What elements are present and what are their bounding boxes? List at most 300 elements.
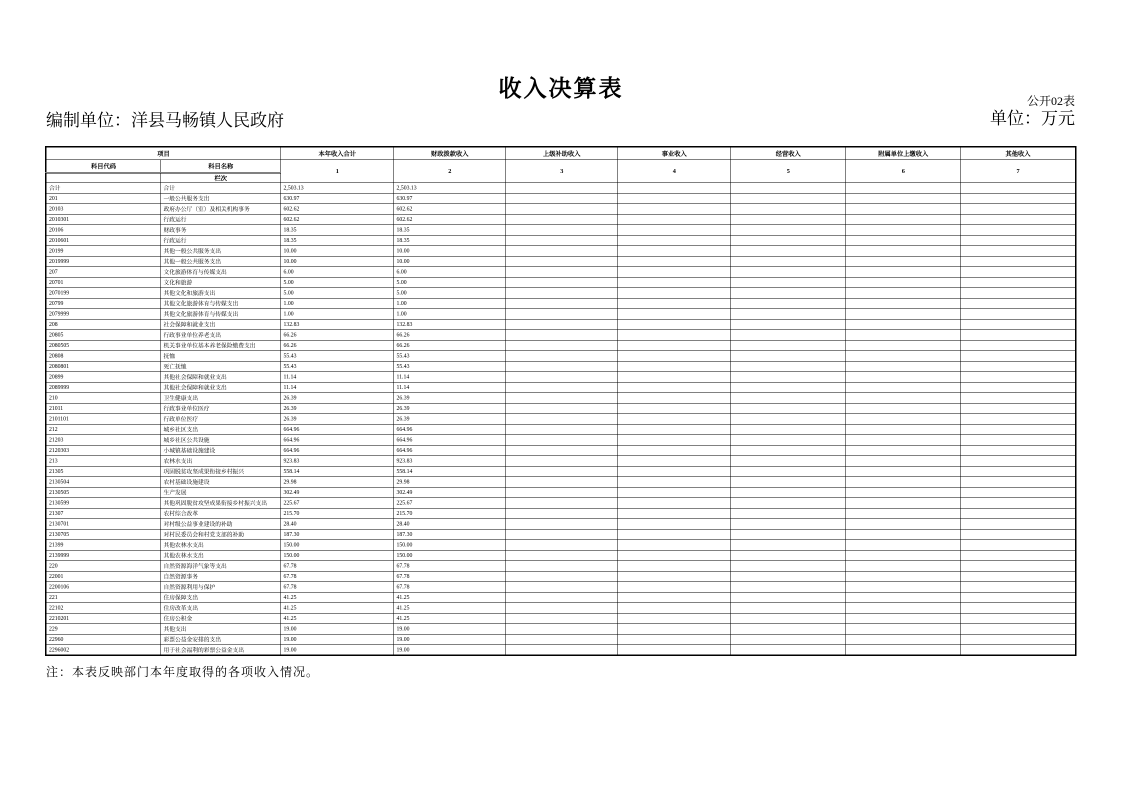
cell-total-income: 41.25 [281, 592, 394, 603]
cell-operating-income [731, 445, 846, 456]
cell-fiscal-appropriation: 664.96 [394, 435, 506, 446]
cell-subject-name: 其他支出 [161, 624, 281, 635]
cell-total-income: 5.00 [281, 277, 394, 288]
cell-superior-subsidy [506, 246, 618, 257]
cell-affiliated-upturn [846, 330, 961, 341]
cell-fiscal-appropriation: 5.00 [394, 288, 506, 299]
cell-total-income: 66.26 [281, 330, 394, 341]
cell-fiscal-appropriation: 67.78 [394, 582, 506, 593]
cell-total-income: 11.14 [281, 372, 394, 383]
table-row [46, 214, 1076, 225]
cell-superior-subsidy [506, 487, 618, 498]
cell-operating-income [731, 613, 846, 624]
cell-subject-code: 2130701 [46, 519, 161, 530]
cell-subject-code: 201 [46, 193, 161, 204]
table-row [46, 193, 1076, 204]
cell-affiliated-upturn [846, 298, 961, 309]
cell-subject-code: 221 [46, 592, 161, 603]
cell-superior-subsidy [506, 435, 618, 446]
cell-superior-subsidy [506, 183, 618, 194]
cell-superior-subsidy [506, 298, 618, 309]
cell-subject-code: 20701 [46, 277, 161, 288]
cell-fiscal-appropriation: 41.25 [394, 592, 506, 603]
cell-total-income: 150.00 [281, 540, 394, 551]
cell-superior-subsidy [506, 645, 618, 656]
cell-subject-name: 机关事业单位基本养老保险缴费支出 [161, 340, 281, 351]
cell-business-income [618, 309, 731, 320]
cell-subject-code: 2200106 [46, 582, 161, 593]
cell-total-income: 26.39 [281, 414, 394, 425]
cell-operating-income [731, 319, 846, 330]
cell-total-income: 150.00 [281, 550, 394, 561]
cell-subject-name: 社会保障和就业支出 [161, 319, 281, 330]
cell-superior-subsidy [506, 351, 618, 362]
cell-superior-subsidy [506, 204, 618, 215]
cell-business-income [618, 456, 731, 467]
cell-affiliated-upturn [846, 508, 961, 519]
table-row [46, 372, 1076, 383]
table-row [46, 529, 1076, 540]
cell-subject-name: 巩固脱贫攻坚成果衔接乡村振兴 [161, 466, 281, 477]
cell-subject-code: 20103 [46, 204, 161, 215]
cell-superior-subsidy [506, 393, 618, 404]
table-row [46, 277, 1076, 288]
cell-superior-subsidy [506, 540, 618, 551]
table-body [46, 183, 1076, 656]
cell-total-income: 26.39 [281, 403, 394, 414]
cell-fiscal-appropriation: 602.62 [394, 204, 506, 215]
cell-subject-code: 2010601 [46, 235, 161, 246]
cell-business-income [618, 540, 731, 551]
cell-subject-name: 用于社会福利的彩票公益金支出 [161, 645, 281, 656]
cell-business-income [618, 498, 731, 509]
cell-business-income [618, 613, 731, 624]
cell-subject-name: 城乡社区公共设施 [161, 435, 281, 446]
cell-subject-name: 自然资源事务 [161, 571, 281, 582]
cell-business-income [618, 424, 731, 435]
cell-other-income [961, 561, 1076, 572]
table-row [46, 508, 1076, 519]
table-row [46, 330, 1076, 341]
cell-business-income [618, 466, 731, 477]
table-row [46, 624, 1076, 635]
cell-affiliated-upturn [846, 571, 961, 582]
cell-affiliated-upturn [846, 382, 961, 393]
cell-fiscal-appropriation: 302.49 [394, 487, 506, 498]
cell-other-income [961, 508, 1076, 519]
cell-subject-code: 2130505 [46, 487, 161, 498]
cell-fiscal-appropriation: 19.00 [394, 624, 506, 635]
cell-operating-income [731, 592, 846, 603]
cell-subject-name: 抚恤 [161, 351, 281, 362]
cell-other-income [961, 361, 1076, 372]
table-row [46, 540, 1076, 551]
cell-subject-name: 住房改革支出 [161, 603, 281, 614]
cell-subject-code: 220 [46, 561, 161, 572]
cell-subject-code: 20805 [46, 330, 161, 341]
cell-subject-code: 20808 [46, 351, 161, 362]
col-header-subject-name: 科目名称 [161, 160, 281, 173]
cell-affiliated-upturn [846, 487, 961, 498]
cell-subject-code: 20899 [46, 372, 161, 383]
table-row [46, 561, 1076, 572]
cell-subject-code: 合计 [46, 183, 161, 194]
cell-subject-name: 农村基础设施建设 [161, 477, 281, 488]
cell-total-income: 6.00 [281, 267, 394, 278]
table-row [46, 246, 1076, 257]
cell-affiliated-upturn [846, 214, 961, 225]
cell-subject-code: 2130504 [46, 477, 161, 488]
cell-affiliated-upturn [846, 414, 961, 425]
cell-fiscal-appropriation: 18.35 [394, 225, 506, 236]
cell-affiliated-upturn [846, 225, 961, 236]
cell-subject-name: 小城镇基础设施建设 [161, 445, 281, 456]
cell-subject-name: 住房保障支出 [161, 592, 281, 603]
cell-subject-name: 对村级公益事业建设的补助 [161, 519, 281, 530]
cell-subject-name: 合计 [161, 183, 281, 194]
cell-operating-income [731, 267, 846, 278]
cell-other-income [961, 267, 1076, 278]
table-row [46, 582, 1076, 593]
cell-business-income [618, 435, 731, 446]
cell-other-income [961, 214, 1076, 225]
cell-other-income [961, 393, 1076, 404]
cell-fiscal-appropriation: 558.14 [394, 466, 506, 477]
cell-affiliated-upturn [846, 403, 961, 414]
cell-operating-income [731, 309, 846, 320]
cell-subject-code: 22102 [46, 603, 161, 614]
cell-business-income [618, 624, 731, 635]
cell-operating-income [731, 204, 846, 215]
cell-subject-name: 其他农林水支出 [161, 540, 281, 551]
unit-label: 单位：万元 [990, 109, 1075, 128]
cell-business-income [618, 414, 731, 425]
cell-fiscal-appropriation: 66.26 [394, 330, 506, 341]
cell-operating-income [731, 340, 846, 351]
cell-affiliated-upturn [846, 246, 961, 257]
cell-superior-subsidy [506, 456, 618, 467]
cell-superior-subsidy [506, 603, 618, 614]
cell-business-income [618, 393, 731, 404]
cell-operating-income [731, 361, 846, 372]
table-row [46, 592, 1076, 603]
cell-total-income: 19.00 [281, 624, 394, 635]
cell-fiscal-appropriation: 225.67 [394, 498, 506, 509]
cell-fiscal-appropriation: 41.25 [394, 613, 506, 624]
cell-operating-income [731, 298, 846, 309]
cell-business-income [618, 204, 731, 215]
cell-operating-income [731, 225, 846, 236]
cell-superior-subsidy [506, 225, 618, 236]
cell-affiliated-upturn [846, 424, 961, 435]
cell-business-income [618, 235, 731, 246]
table-row [46, 424, 1076, 435]
cell-affiliated-upturn [846, 340, 961, 351]
cell-business-income [618, 592, 731, 603]
cell-operating-income [731, 256, 846, 267]
cell-business-income [618, 519, 731, 530]
cell-fiscal-appropriation: 2,503.13 [394, 183, 506, 194]
cell-business-income [618, 225, 731, 236]
cell-operating-income [731, 435, 846, 446]
table-row [46, 235, 1076, 246]
cell-operating-income [731, 330, 846, 341]
table-row [46, 487, 1076, 498]
cell-total-income: 11.14 [281, 382, 394, 393]
cell-total-income: 29.98 [281, 477, 394, 488]
cell-operating-income [731, 624, 846, 635]
cell-superior-subsidy [506, 288, 618, 299]
cell-operating-income [731, 477, 846, 488]
cell-subject-code: 2080505 [46, 340, 161, 351]
cell-other-income [961, 204, 1076, 215]
cell-superior-subsidy [506, 613, 618, 624]
cell-other-income [961, 372, 1076, 383]
cell-other-income [961, 193, 1076, 204]
cell-fiscal-appropriation: 41.25 [394, 603, 506, 614]
cell-total-income: 67.78 [281, 561, 394, 572]
cell-other-income [961, 225, 1076, 236]
cell-business-income [618, 183, 731, 194]
cell-affiliated-upturn [846, 393, 961, 404]
table-row [46, 645, 1076, 656]
cell-subject-code: 21011 [46, 403, 161, 414]
cell-total-income: 10.00 [281, 246, 394, 257]
cell-operating-income [731, 508, 846, 519]
cell-fiscal-appropriation: 28.40 [394, 519, 506, 530]
col-number-7: 7 [961, 160, 1076, 183]
table-row [46, 519, 1076, 530]
cell-subject-name: 其他巩固脱贫攻坚成果衔接乡村振兴支出 [161, 498, 281, 509]
cell-superior-subsidy [506, 414, 618, 425]
cell-subject-name: 其他文化和旅游支出 [161, 288, 281, 299]
cell-superior-subsidy [506, 445, 618, 456]
cell-subject-code: 2089999 [46, 382, 161, 393]
cell-subject-name: 对村民委员会和村党支部的补助 [161, 529, 281, 540]
cell-subject-name: 行政事业单位养老支出 [161, 330, 281, 341]
cell-superior-subsidy [506, 330, 618, 341]
cell-business-income [618, 319, 731, 330]
cell-superior-subsidy [506, 256, 618, 267]
col-number-4: 4 [618, 160, 731, 183]
cell-fiscal-appropriation: 664.96 [394, 445, 506, 456]
cell-total-income: 19.00 [281, 634, 394, 645]
cell-operating-income [731, 403, 846, 414]
cell-operating-income [731, 561, 846, 572]
cell-affiliated-upturn [846, 540, 961, 551]
cell-subject-code: 21307 [46, 508, 161, 519]
header-row-groups [46, 147, 1076, 160]
cell-affiliated-upturn [846, 372, 961, 383]
table-row [46, 361, 1076, 372]
cell-business-income [618, 214, 731, 225]
cell-superior-subsidy [506, 382, 618, 393]
income-final-accounts-table [45, 146, 1077, 656]
cell-fiscal-appropriation: 150.00 [394, 540, 506, 551]
cell-business-income [618, 193, 731, 204]
cell-business-income [618, 267, 731, 278]
cell-total-income: 630.97 [281, 193, 394, 204]
income-table-wrap [45, 146, 1075, 656]
table-row [46, 225, 1076, 236]
cell-affiliated-upturn [846, 603, 961, 614]
cell-subject-code: 2010301 [46, 214, 161, 225]
cell-fiscal-appropriation: 1.00 [394, 309, 506, 320]
cell-total-income: 18.35 [281, 235, 394, 246]
cell-other-income [961, 477, 1076, 488]
cell-operating-income [731, 645, 846, 656]
cell-other-income [961, 319, 1076, 330]
cell-subject-name: 生产发展 [161, 487, 281, 498]
cell-business-income [618, 351, 731, 362]
cell-subject-code: 20199 [46, 246, 161, 257]
table-row [46, 393, 1076, 404]
cell-subject-code: 208 [46, 319, 161, 330]
cell-other-income [961, 540, 1076, 551]
cell-other-income [961, 183, 1076, 194]
table-row [46, 204, 1076, 215]
cell-affiliated-upturn [846, 183, 961, 194]
cell-total-income: 187.30 [281, 529, 394, 540]
lanci-label: 栏次 [161, 173, 281, 183]
cell-total-income: 602.62 [281, 214, 394, 225]
cell-affiliated-upturn [846, 204, 961, 215]
cell-subject-name: 其他社会保障和就业支出 [161, 382, 281, 393]
cell-subject-code: 21305 [46, 466, 161, 477]
table-row [46, 571, 1076, 582]
cell-superior-subsidy [506, 277, 618, 288]
col-header-business-income: 事业收入 [618, 147, 731, 160]
cell-fiscal-appropriation: 10.00 [394, 246, 506, 257]
cell-other-income [961, 382, 1076, 393]
table-row [46, 319, 1076, 330]
cell-fiscal-appropriation: 132.83 [394, 319, 506, 330]
cell-total-income: 55.43 [281, 351, 394, 362]
cell-affiliated-upturn [846, 288, 961, 299]
cell-affiliated-upturn [846, 645, 961, 656]
cell-subject-name: 城乡社区支出 [161, 424, 281, 435]
cell-affiliated-upturn [846, 319, 961, 330]
prepared-by-label: 编制单位：洋县马畅镇人民政府 [46, 111, 284, 130]
cell-subject-name: 一般公共服务支出 [161, 193, 281, 204]
cell-operating-income [731, 183, 846, 194]
cell-fiscal-appropriation: 187.30 [394, 529, 506, 540]
cell-superior-subsidy [506, 519, 618, 530]
cell-operating-income [731, 382, 846, 393]
cell-business-income [618, 550, 731, 561]
cell-subject-code: 2101101 [46, 414, 161, 425]
cell-business-income [618, 477, 731, 488]
cell-fiscal-appropriation: 11.14 [394, 372, 506, 383]
cell-operating-income [731, 540, 846, 551]
cell-subject-code: 2296002 [46, 645, 161, 656]
lanci-empty-cell [46, 173, 161, 183]
cell-business-income [618, 382, 731, 393]
cell-total-income: 132.83 [281, 319, 394, 330]
col-number-1: 1 [281, 160, 394, 183]
cell-fiscal-appropriation: 26.39 [394, 393, 506, 404]
cell-fiscal-appropriation: 1.00 [394, 298, 506, 309]
cell-operating-income [731, 529, 846, 540]
cell-superior-subsidy [506, 309, 618, 320]
cell-affiliated-upturn [846, 634, 961, 645]
cell-affiliated-upturn [846, 582, 961, 593]
cell-affiliated-upturn [846, 193, 961, 204]
cell-affiliated-upturn [846, 529, 961, 540]
cell-business-income [618, 529, 731, 540]
cell-superior-subsidy [506, 466, 618, 477]
cell-superior-subsidy [506, 582, 618, 593]
cell-other-income [961, 613, 1076, 624]
cell-operating-income [731, 351, 846, 362]
cell-other-income [961, 624, 1076, 635]
cell-superior-subsidy [506, 424, 618, 435]
cell-fiscal-appropriation: 923.83 [394, 456, 506, 467]
cell-affiliated-upturn [846, 267, 961, 278]
cell-other-income [961, 235, 1076, 246]
col-number-2: 2 [394, 160, 506, 183]
cell-total-income: 28.40 [281, 519, 394, 530]
cell-total-income: 10.00 [281, 256, 394, 267]
cell-superior-subsidy [506, 508, 618, 519]
cell-subject-code: 2079999 [46, 309, 161, 320]
table-row [46, 456, 1076, 467]
cell-operating-income [731, 214, 846, 225]
cell-fiscal-appropriation: 26.39 [394, 414, 506, 425]
cell-other-income [961, 550, 1076, 561]
table-row [46, 445, 1076, 456]
col-header-other-income: 其他收入 [961, 147, 1076, 160]
table-row [46, 309, 1076, 320]
col-number-3: 3 [506, 160, 618, 183]
cell-subject-code: 2080801 [46, 361, 161, 372]
cell-operating-income [731, 414, 846, 425]
cell-subject-code: 21203 [46, 435, 161, 446]
table-row [46, 351, 1076, 362]
cell-subject-name: 文化旅游体育与传媒支出 [161, 267, 281, 278]
cell-business-income [618, 256, 731, 267]
col-header-subject-code: 科目代码 [46, 160, 161, 173]
col-header-project: 项目 [46, 147, 281, 160]
cell-affiliated-upturn [846, 466, 961, 477]
table-row [46, 550, 1076, 561]
table-row [46, 256, 1076, 267]
cell-other-income [961, 256, 1076, 267]
cell-subject-name: 其他农林水支出 [161, 550, 281, 561]
cell-operating-income [731, 235, 846, 246]
cell-total-income: 664.96 [281, 445, 394, 456]
cell-superior-subsidy [506, 592, 618, 603]
cell-affiliated-upturn [846, 235, 961, 246]
cell-affiliated-upturn [846, 477, 961, 488]
cell-fiscal-appropriation: 630.97 [394, 193, 506, 204]
page-title: 收入决算表 [498, 76, 624, 101]
cell-affiliated-upturn [846, 498, 961, 509]
cell-business-income [618, 487, 731, 498]
cell-other-income [961, 435, 1076, 446]
cell-superior-subsidy [506, 267, 618, 278]
table-row [46, 414, 1076, 425]
cell-operating-income [731, 603, 846, 614]
cell-business-income [618, 298, 731, 309]
cell-business-income [618, 330, 731, 341]
cell-subject-code: 2139999 [46, 550, 161, 561]
cell-operating-income [731, 246, 846, 257]
cell-other-income [961, 445, 1076, 456]
cell-superior-subsidy [506, 550, 618, 561]
table-row [46, 477, 1076, 488]
table-row [46, 183, 1076, 194]
